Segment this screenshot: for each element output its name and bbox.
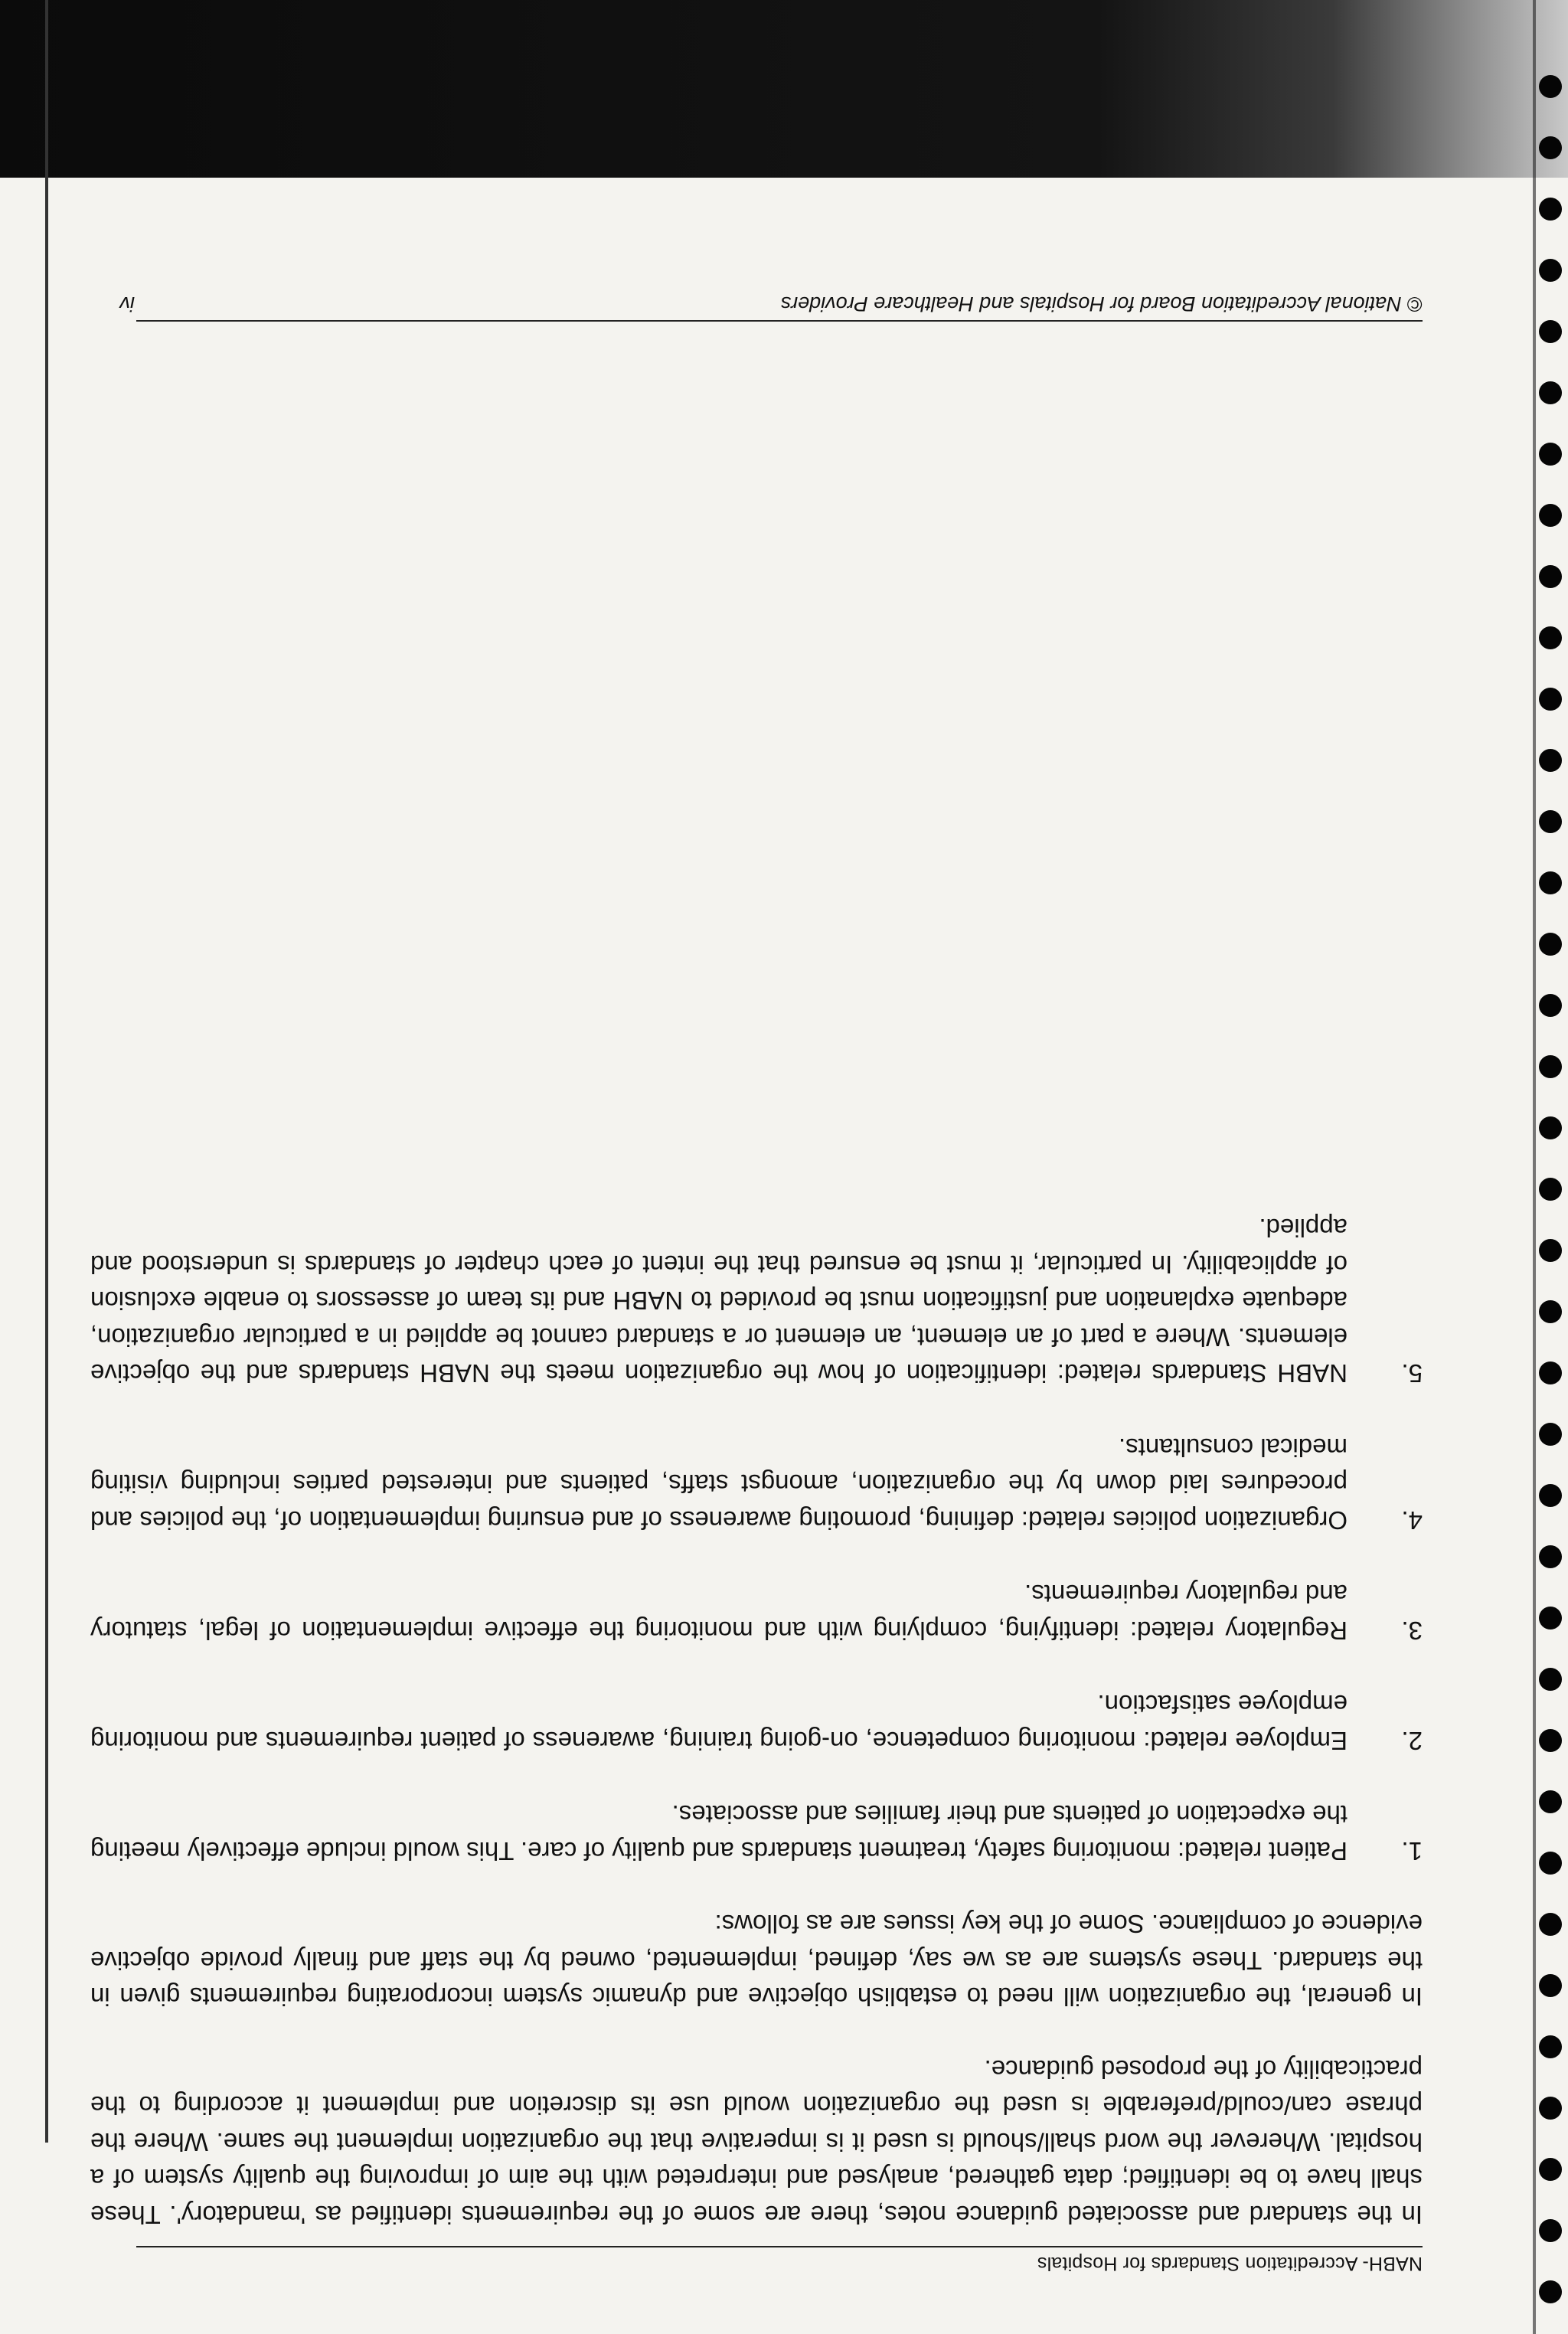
list-text: NABH Standards related: identification of how the organization meets the NABH standards and the objective elements. Where a part of an element, an element or a standard cannot be applied in a particular organization, adequate explanation and justification must be provided to NABH and its team of assessors to enable exclusion of applicability. In particular, it must be ensured that the intent of each chapter of standards is understood and applied.	[90, 1214, 1348, 1388]
list-item	[90, 1796, 1423, 1869]
binder-hole	[1539, 2035, 1562, 2058]
binder-hole	[1539, 1116, 1562, 1139]
footer-rule	[136, 320, 1423, 322]
binder-hole	[1539, 1668, 1562, 1691]
binder-hole	[1539, 810, 1562, 833]
binder-hole	[1539, 443, 1562, 466]
binder-hole	[1539, 2158, 1562, 2181]
binder-hole	[1539, 1300, 1562, 1323]
binder-hole	[1539, 198, 1562, 221]
binder-hole	[1539, 2219, 1562, 2242]
running-header: NABH- Accreditation Standards for Hospitals	[1037, 2253, 1423, 2274]
binder-hole	[1539, 994, 1562, 1017]
binder-hole	[1539, 1607, 1562, 1630]
intro-paragraph: In general, the organization will need to establish objective and dynamic system incorporating requirements given in the standard. These systems are as we say, defined, implemented, owned by the staff and finally provide objective evidence of compliance. Some of the key issues are as follows:	[90, 1910, 1423, 2012]
binder-hole	[1539, 871, 1562, 894]
binder-hole	[1539, 1790, 1562, 1813]
binder-hole	[1539, 626, 1562, 649]
list-item	[90, 1430, 1423, 1539]
list-number: 1.	[1401, 1837, 1423, 1865]
binder-hole	[1539, 1729, 1562, 1752]
binder-hole	[1539, 2280, 1562, 2303]
list-number: 5.	[1401, 1359, 1423, 1388]
scanner-shadow-band	[0, 0, 1568, 178]
binder-hole	[1539, 1545, 1562, 1568]
list-text: Patient related: monitoring safety, treatment standards and quality of care. This would include effectively meeting the expectation of patients and their families and associates.	[90, 1800, 1348, 1865]
binder-hole	[1539, 1974, 1562, 1997]
page-number: iv	[119, 293, 135, 315]
binder-hole	[1539, 933, 1562, 956]
binder-hole	[1539, 688, 1562, 711]
binder-hole	[1539, 1423, 1562, 1446]
binder-hole	[1539, 504, 1562, 527]
list-text: Employee related: monitoring competence, on-going training, awareness of patient requirements and monitoring employee satisfaction.	[90, 1690, 1348, 1755]
binder-hole	[1539, 1239, 1562, 1262]
binder-hole	[1539, 381, 1562, 404]
header-rule	[136, 2246, 1423, 2247]
list-text: Regulatory related: identifying, complying with and monitoring the effective implementation of legal, statutory and regulatory requirements.	[90, 1580, 1348, 1645]
body-text	[90, 1172, 1423, 2233]
binder-holes	[1534, 37, 1565, 2303]
binder-hole	[1539, 1362, 1562, 1384]
list-text: Organization policies related: defining, promoting awareness of and ensuring implementation of, the policies and procedures laid down by the organization, amongst staffs, patients and interested parties including visiting medical consultants.	[90, 1433, 1348, 1535]
binder-hole	[1539, 259, 1562, 282]
list-item	[90, 1576, 1423, 1649]
intro-paragraph: In the standard and associated guidance notes, there are some of the requirements identified as 'mandatory'. These shall have to be identified; data gathered, analysed and interpreted with the aim of improving the quality system of a hospital. Wherever the word shall/should is used it is imperative that the organization implement the same. Where the phrase can/could/preferable is used the organization would use its discretion and implement it according to the practicability of the proposed guidance.	[90, 2055, 1423, 2229]
binder-hole	[1539, 75, 1562, 98]
binder-hole	[1539, 1178, 1562, 1201]
binder-hole	[1539, 136, 1562, 159]
list-item	[90, 1210, 1423, 1392]
binder-hole	[1539, 1852, 1562, 1875]
list-number: 2.	[1401, 1727, 1423, 1755]
list-number: 3.	[1401, 1616, 1423, 1645]
binder-hole	[1539, 1913, 1562, 1936]
binder-hole	[1539, 1055, 1562, 1078]
footer-copyright: © National Accreditation Board for Hospitals and Healthcare Providers	[780, 293, 1423, 315]
binder-hole	[1539, 320, 1562, 343]
list-item	[90, 1686, 1423, 1759]
binder-hole	[1539, 1484, 1562, 1507]
binder-hole	[1539, 565, 1562, 588]
binder-hole	[1539, 2097, 1562, 2120]
binding-edge-line	[45, 0, 48, 2143]
binder-hole	[1539, 749, 1562, 772]
list-number: 4.	[1401, 1506, 1423, 1535]
